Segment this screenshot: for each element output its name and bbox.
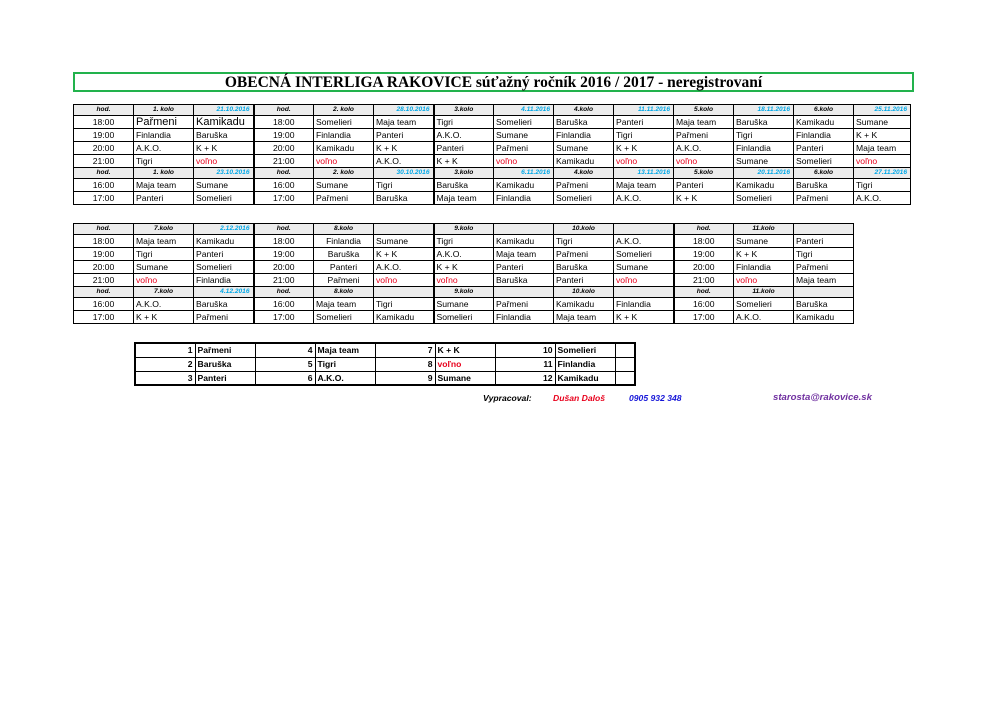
column-header: 1. kolo xyxy=(134,105,194,116)
column-header: 5.kolo xyxy=(674,168,734,179)
team-cell: Tigri xyxy=(734,129,794,142)
team-cell: K + K xyxy=(434,261,494,274)
team-cell: voľno xyxy=(614,274,674,287)
team-cell: Kamikadu xyxy=(194,116,254,129)
team-cell: Panteri xyxy=(554,274,614,287)
round-date: 27.11.2016 xyxy=(854,168,911,179)
team-cell: K + K xyxy=(134,311,194,324)
kickoff-time: 17:00 xyxy=(74,311,134,324)
team-cell: K + K xyxy=(854,129,911,142)
team-number: 4 xyxy=(255,343,315,357)
round-date: 2.12.2016 xyxy=(194,224,254,235)
team-cell: A.K.O. xyxy=(674,142,734,155)
round-header-row xyxy=(74,224,854,235)
team-cell: Sumane xyxy=(554,142,614,155)
column-header: 1. kolo xyxy=(134,168,194,179)
team-cell: Maja team xyxy=(554,311,614,324)
team-legend-row xyxy=(135,357,635,371)
team-cell: Pařmeni xyxy=(314,192,374,205)
kickoff-time: 18:00 xyxy=(74,116,134,129)
column-header xyxy=(794,287,854,298)
column-header: 10.kolo xyxy=(554,287,614,298)
team-cell: Tigri xyxy=(434,235,494,248)
team-cell: Finlandia xyxy=(314,129,374,142)
team-cell: Somelieri xyxy=(734,298,794,311)
column-header: 8.kolo xyxy=(314,287,374,298)
team-name: voľno xyxy=(435,357,495,371)
team-legend-row xyxy=(135,343,635,357)
team-cell: Kamikadu xyxy=(194,235,254,248)
round-date: 21.10.2016 xyxy=(194,105,254,116)
kickoff-time: 21:00 xyxy=(254,274,314,287)
team-cell: Pařmeni xyxy=(494,298,554,311)
team-number: 7 xyxy=(375,343,435,357)
team-cell: Finlandia xyxy=(614,298,674,311)
column-header: 3.kolo xyxy=(434,168,494,179)
column-header: hod. xyxy=(674,287,734,298)
team-cell: voľno xyxy=(194,155,254,168)
team-cell: Maja team xyxy=(794,274,854,287)
team-cell: Tigri xyxy=(374,298,434,311)
round-header-row xyxy=(74,105,911,116)
column-header xyxy=(794,224,854,235)
round-date: 18.11.2016 xyxy=(734,105,794,116)
match-row xyxy=(74,192,911,205)
column-header: 9.kolo xyxy=(434,224,494,235)
column-header: hod. xyxy=(254,287,314,298)
team-cell: Baruška xyxy=(314,248,374,261)
kickoff-time: 21:00 xyxy=(674,274,734,287)
team-cell: Sumane xyxy=(494,129,554,142)
column-header: hod. xyxy=(74,168,134,179)
prepared-by-label: Vypracoval: xyxy=(483,393,532,403)
team-cell: Tigri xyxy=(554,235,614,248)
kickoff-time: 20:00 xyxy=(74,142,134,155)
team-cell: Sumane xyxy=(434,298,494,311)
team-cell: voľno xyxy=(434,274,494,287)
team-cell: voľno xyxy=(494,155,554,168)
team-cell: Maja team xyxy=(374,116,434,129)
team-cell: Finlandia xyxy=(194,274,254,287)
column-header xyxy=(614,224,674,235)
team-cell: K + K xyxy=(434,155,494,168)
round-date: 6.11.2016 xyxy=(494,168,554,179)
team-cell: Pařmeni xyxy=(194,311,254,324)
kickoff-time: 16:00 xyxy=(254,179,314,192)
column-header: 7.kolo xyxy=(134,287,194,298)
team-name: Sumane xyxy=(435,371,495,385)
team-cell: Panteri xyxy=(674,179,734,192)
team-cell: A.K.O. xyxy=(434,248,494,261)
team-cell: Finlandia xyxy=(734,261,794,274)
team-cell: Kamikadu xyxy=(374,311,434,324)
empty-cell xyxy=(615,343,635,357)
team-cell: Baruška xyxy=(554,116,614,129)
round-date: 28.10.2016 xyxy=(374,105,434,116)
team-number: 11 xyxy=(495,357,555,371)
match-row xyxy=(74,261,854,274)
kickoff-time: 16:00 xyxy=(74,179,134,192)
team-cell: Sumane xyxy=(314,179,374,192)
team-cell: Pařmeni xyxy=(794,261,854,274)
team-cell: K + K xyxy=(374,142,434,155)
team-cell: A.K.O. xyxy=(134,142,194,155)
kickoff-time: 17:00 xyxy=(674,311,734,324)
team-cell: voľno xyxy=(134,274,194,287)
team-cell: Finlandia xyxy=(134,129,194,142)
team-cell: Pařmeni xyxy=(794,192,854,205)
team-cell: Somelieri xyxy=(314,116,374,129)
match-row xyxy=(74,116,911,129)
column-header xyxy=(494,224,554,235)
column-header: 7.kolo xyxy=(134,224,194,235)
kickoff-time: 19:00 xyxy=(74,248,134,261)
team-cell: Baruška xyxy=(794,179,854,192)
column-header: 10.kolo xyxy=(554,224,614,235)
team-cell: Somelieri xyxy=(614,248,674,261)
team-cell: A.K.O. xyxy=(374,155,434,168)
column-header xyxy=(374,287,434,298)
match-row xyxy=(74,311,854,324)
team-cell: K + K xyxy=(374,248,434,261)
team-cell: A.K.O. xyxy=(134,298,194,311)
round-date: 25.11.2016 xyxy=(854,105,911,116)
team-cell: Baruška xyxy=(434,179,494,192)
team-cell: A.K.O. xyxy=(734,311,794,324)
team-cell: Baruška xyxy=(794,298,854,311)
team-number: 10 xyxy=(495,343,555,357)
column-header: 6.kolo xyxy=(794,105,854,116)
empty-cell xyxy=(615,357,635,371)
team-name: Baruška xyxy=(195,357,255,371)
team-cell: Tigri xyxy=(374,179,434,192)
team-cell: Tigri xyxy=(794,248,854,261)
email-link[interactable]: starosta@rakovice.sk xyxy=(773,392,872,403)
team-cell: Maja team xyxy=(434,192,494,205)
kickoff-time: 20:00 xyxy=(74,261,134,274)
kickoff-time: 19:00 xyxy=(254,129,314,142)
team-cell: Maja team xyxy=(314,298,374,311)
round-date: 23.10.2016 xyxy=(194,168,254,179)
match-row xyxy=(74,155,911,168)
column-header: hod. xyxy=(74,224,134,235)
team-cell: Panteri xyxy=(614,116,674,129)
kickoff-time: 16:00 xyxy=(74,298,134,311)
round-header-row xyxy=(74,287,854,298)
column-header: 2. kolo xyxy=(314,168,374,179)
kickoff-time: 18:00 xyxy=(254,116,314,129)
column-header: 11.kolo xyxy=(734,224,794,235)
team-cell: K + K xyxy=(614,311,674,324)
column-header: 8.kolo xyxy=(314,224,374,235)
team-cell: A.K.O. xyxy=(374,261,434,274)
team-cell: Panteri xyxy=(194,248,254,261)
team-number: 6 xyxy=(255,371,315,385)
team-name: Panteri xyxy=(195,371,255,385)
team-cell: voľno xyxy=(614,155,674,168)
team-cell: voľno xyxy=(374,274,434,287)
team-cell: Finlandia xyxy=(314,235,374,248)
team-cell: A.K.O. xyxy=(614,235,674,248)
team-cell: K + K xyxy=(734,248,794,261)
kickoff-time: 16:00 xyxy=(254,298,314,311)
team-cell: Finlandia xyxy=(494,192,554,205)
team-cell: Finlandia xyxy=(494,311,554,324)
match-row xyxy=(74,274,854,287)
team-cell: voľno xyxy=(674,155,734,168)
team-cell: Kamikadu xyxy=(794,311,854,324)
team-cell: Maja team xyxy=(614,179,674,192)
team-cell: Maja team xyxy=(134,179,194,192)
team-cell: Pařmeni xyxy=(554,179,614,192)
match-row xyxy=(74,142,911,155)
round-date: 11.11.2016 xyxy=(614,105,674,116)
team-cell: Kamikadu xyxy=(554,298,614,311)
team-cell: Panteri xyxy=(314,261,374,274)
team-cell: Somelieri xyxy=(314,311,374,324)
team-name: Tigri xyxy=(315,357,375,371)
round-date: 4.12.2016 xyxy=(194,287,254,298)
team-cell: Sumane xyxy=(374,235,434,248)
team-cell: Kamikadu xyxy=(734,179,794,192)
kickoff-time: 21:00 xyxy=(74,274,134,287)
round-date: 30.10.2016 xyxy=(374,168,434,179)
team-cell: Panteri xyxy=(794,142,854,155)
round-date: 13.11.2016 xyxy=(614,168,674,179)
kickoff-time: 17:00 xyxy=(254,311,314,324)
team-name: Pařmeni xyxy=(195,343,255,357)
team-cell: Sumane xyxy=(734,155,794,168)
team-cell: voľno xyxy=(314,155,374,168)
team-cell: Maja team xyxy=(494,248,554,261)
team-cell: Panteri xyxy=(374,129,434,142)
match-row xyxy=(74,179,911,192)
kickoff-time: 19:00 xyxy=(74,129,134,142)
team-cell: Pařmeni xyxy=(674,129,734,142)
column-header: hod. xyxy=(254,105,314,116)
team-cell: Kamikadu xyxy=(314,142,374,155)
team-cell: Kamikadu xyxy=(794,116,854,129)
team-cell: A.K.O. xyxy=(854,192,911,205)
team-cell: Sumane xyxy=(854,116,911,129)
team-cell: Panteri xyxy=(434,142,494,155)
team-number: 2 xyxy=(135,357,195,371)
team-cell: voľno xyxy=(734,274,794,287)
team-name: Maja team xyxy=(315,343,375,357)
team-cell: Baruška xyxy=(194,298,254,311)
column-header: 6.kolo xyxy=(794,168,854,179)
team-cell: Somelieri xyxy=(494,116,554,129)
match-row xyxy=(74,129,911,142)
empty-cell xyxy=(615,371,635,385)
team-cell: Sumane xyxy=(734,235,794,248)
team-cell: Panteri xyxy=(794,235,854,248)
team-cell: Sumane xyxy=(194,179,254,192)
team-cell: Somelieri xyxy=(194,192,254,205)
team-cell: Tigri xyxy=(614,129,674,142)
team-cell: Tigri xyxy=(134,155,194,168)
kickoff-time: 19:00 xyxy=(254,248,314,261)
kickoff-time: 17:00 xyxy=(254,192,314,205)
team-name: K + K xyxy=(435,343,495,357)
team-cell: Maja team xyxy=(134,235,194,248)
team-cell: Finlandia xyxy=(794,129,854,142)
column-header: hod. xyxy=(254,224,314,235)
team-cell: Somelieri xyxy=(194,261,254,274)
team-cell: K + K xyxy=(194,142,254,155)
team-cell: Kamikadu xyxy=(494,235,554,248)
team-name: Finlandia xyxy=(555,357,615,371)
team-cell: Baruška xyxy=(554,261,614,274)
round-date: 4.11.2016 xyxy=(494,105,554,116)
kickoff-time: 21:00 xyxy=(74,155,134,168)
team-cell: Sumane xyxy=(134,261,194,274)
team-cell: Pařmeni xyxy=(494,142,554,155)
team-cell: Somelieri xyxy=(554,192,614,205)
team-number-legend xyxy=(134,342,636,386)
team-cell: Finlandia xyxy=(554,129,614,142)
team-cell: Kamikadu xyxy=(494,179,554,192)
match-row xyxy=(74,235,854,248)
team-cell: Maja team xyxy=(854,142,911,155)
team-name: Somelieri xyxy=(555,343,615,357)
team-cell: Maja team xyxy=(674,116,734,129)
team-cell: A.K.O. xyxy=(614,192,674,205)
kickoff-time: 20:00 xyxy=(254,261,314,274)
round-header-row xyxy=(74,168,911,179)
match-row xyxy=(74,298,854,311)
team-cell: Kamikadu xyxy=(554,155,614,168)
column-header: 3.kolo xyxy=(434,105,494,116)
column-header: 9.kolo xyxy=(434,287,494,298)
team-cell: Tigri xyxy=(854,179,911,192)
kickoff-time: 17:00 xyxy=(74,192,134,205)
kickoff-time: 16:00 xyxy=(674,298,734,311)
column-header: 4.kolo xyxy=(554,168,614,179)
team-cell: A.K.O. xyxy=(434,129,494,142)
column-header: hod. xyxy=(674,224,734,235)
team-cell: Baruška xyxy=(194,129,254,142)
column-header: 11.kolo xyxy=(734,287,794,298)
team-cell: Pařmeni xyxy=(554,248,614,261)
team-number: 5 xyxy=(255,357,315,371)
column-header: hod. xyxy=(74,287,134,298)
team-cell: Pařmeni xyxy=(314,274,374,287)
kickoff-time: 20:00 xyxy=(674,261,734,274)
team-number: 8 xyxy=(375,357,435,371)
team-cell: K + K xyxy=(674,192,734,205)
team-cell: Baruška xyxy=(494,274,554,287)
column-header xyxy=(614,287,674,298)
kickoff-time: 19:00 xyxy=(674,248,734,261)
team-cell: Somelieri xyxy=(794,155,854,168)
team-cell: Tigri xyxy=(434,116,494,129)
kickoff-time: 20:00 xyxy=(254,142,314,155)
match-row xyxy=(74,248,854,261)
team-cell: Tigri xyxy=(134,248,194,261)
team-number: 9 xyxy=(375,371,435,385)
column-header: hod. xyxy=(254,168,314,179)
round-date: 20.11.2016 xyxy=(734,168,794,179)
team-legend-row xyxy=(135,371,635,385)
team-cell: Panteri xyxy=(134,192,194,205)
team-name: Kamikadu xyxy=(555,371,615,385)
page-title: OBECNÁ INTERLIGA RAKOVICE súťažný ročník 2016 / 2017 - neregistrovaní xyxy=(73,72,914,92)
column-header xyxy=(374,224,434,235)
team-cell: Somelieri xyxy=(734,192,794,205)
team-number: 12 xyxy=(495,371,555,385)
team-cell: Sumane xyxy=(614,261,674,274)
team-cell: Somelieri xyxy=(434,311,494,324)
column-header: 5.kolo xyxy=(674,105,734,116)
column-header: 2. kolo xyxy=(314,105,374,116)
team-cell: voľno xyxy=(854,155,911,168)
team-cell: Finlandia xyxy=(734,142,794,155)
team-cell: Baruška xyxy=(374,192,434,205)
schedule-table-autumn-part2 xyxy=(73,223,854,324)
team-number: 3 xyxy=(135,371,195,385)
team-cell: Panteri xyxy=(494,261,554,274)
schedule-table-autumn-part1 xyxy=(73,104,911,205)
author-name: Dušan Daloš xyxy=(553,393,606,403)
team-cell: K + K xyxy=(614,142,674,155)
team-cell: Pařmeni xyxy=(134,116,194,129)
phone-number[interactable]: 0905 932 348 xyxy=(629,393,682,403)
kickoff-time: 21:00 xyxy=(254,155,314,168)
kickoff-time: 18:00 xyxy=(74,235,134,248)
column-header: 4.kolo xyxy=(554,105,614,116)
team-cell: Baruška xyxy=(734,116,794,129)
column-header: hod. xyxy=(74,105,134,116)
team-name: A.K.O. xyxy=(315,371,375,385)
team-number: 1 xyxy=(135,343,195,357)
kickoff-time: 18:00 xyxy=(254,235,314,248)
kickoff-time: 18:00 xyxy=(674,235,734,248)
column-header xyxy=(494,287,554,298)
